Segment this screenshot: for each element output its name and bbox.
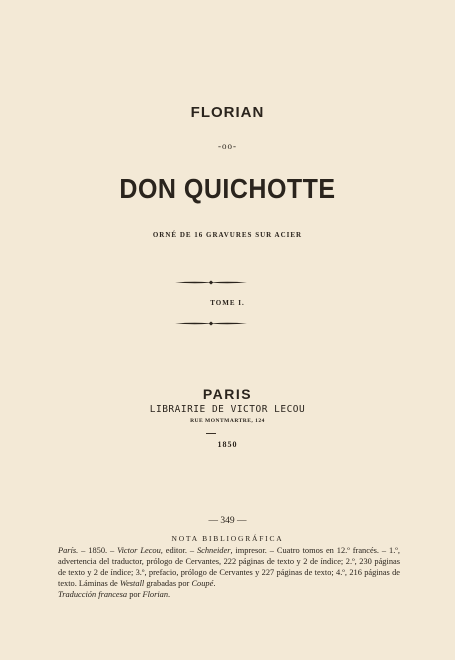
note-italic-text: Schneider — [196, 546, 231, 555]
volume-label: TOME I. — [210, 299, 245, 307]
publication-year: 1850 — [217, 440, 238, 449]
publication-city: PARIS — [202, 386, 253, 402]
note-italic-text: Westall — [119, 579, 145, 588]
note-heading: NOTA BIBLIOGRÁFICA — [171, 534, 284, 543]
author-name: FLORIAN — [190, 104, 265, 121]
note-text: grabadas por — [144, 579, 192, 588]
note-italic-text: Coupé — [191, 579, 214, 588]
note-paragraph — [58, 545, 400, 589]
note-text: . — [213, 579, 216, 588]
publisher-address: RUE MONTMARTRE, 124 — [190, 418, 265, 424]
small-ornament: -oo- — [218, 141, 237, 151]
book-title: DON QUICHOTTE — [119, 173, 336, 205]
note-italic-text: Florian — [142, 590, 169, 599]
note-italic-text: Victor Lecou — [117, 546, 161, 555]
note-text: . — [168, 590, 171, 599]
note-italic-text: París. — [58, 546, 79, 555]
note-text: , impresor. – Cuatro tomos en 12.º francés. – 1.º, advertencia del traductor, prólogo de Cervantes, 222 páginas de texto y 2 de índice; 2.º, 230 páginas de texto y 2 de índice; 3.º, prefacio, prólogo de Cervantes y 227 páginas de texto; 4.º, 216 páginas de texto. Láminas de — [58, 546, 400, 588]
note-text: por — [127, 590, 143, 599]
short-divider — [206, 433, 216, 434]
publisher-name: LIBRAIRIE DE VICTOR LECOU — [149, 404, 306, 415]
book-subtitle: ORNÉ DE 16 GRAVURES SUR ACIER — [152, 231, 303, 239]
ornamental-rule-top — [175, 280, 247, 285]
page-number: — 349 — — [208, 516, 247, 526]
bibliographic-note — [58, 545, 400, 600]
note-italic-text: Traducción francesa — [58, 590, 128, 599]
ornamental-rule-bottom — [175, 321, 247, 326]
note-text: – 1850. – — [78, 546, 118, 555]
note-text: , editor. – — [160, 546, 197, 555]
note-paragraph — [58, 589, 400, 600]
